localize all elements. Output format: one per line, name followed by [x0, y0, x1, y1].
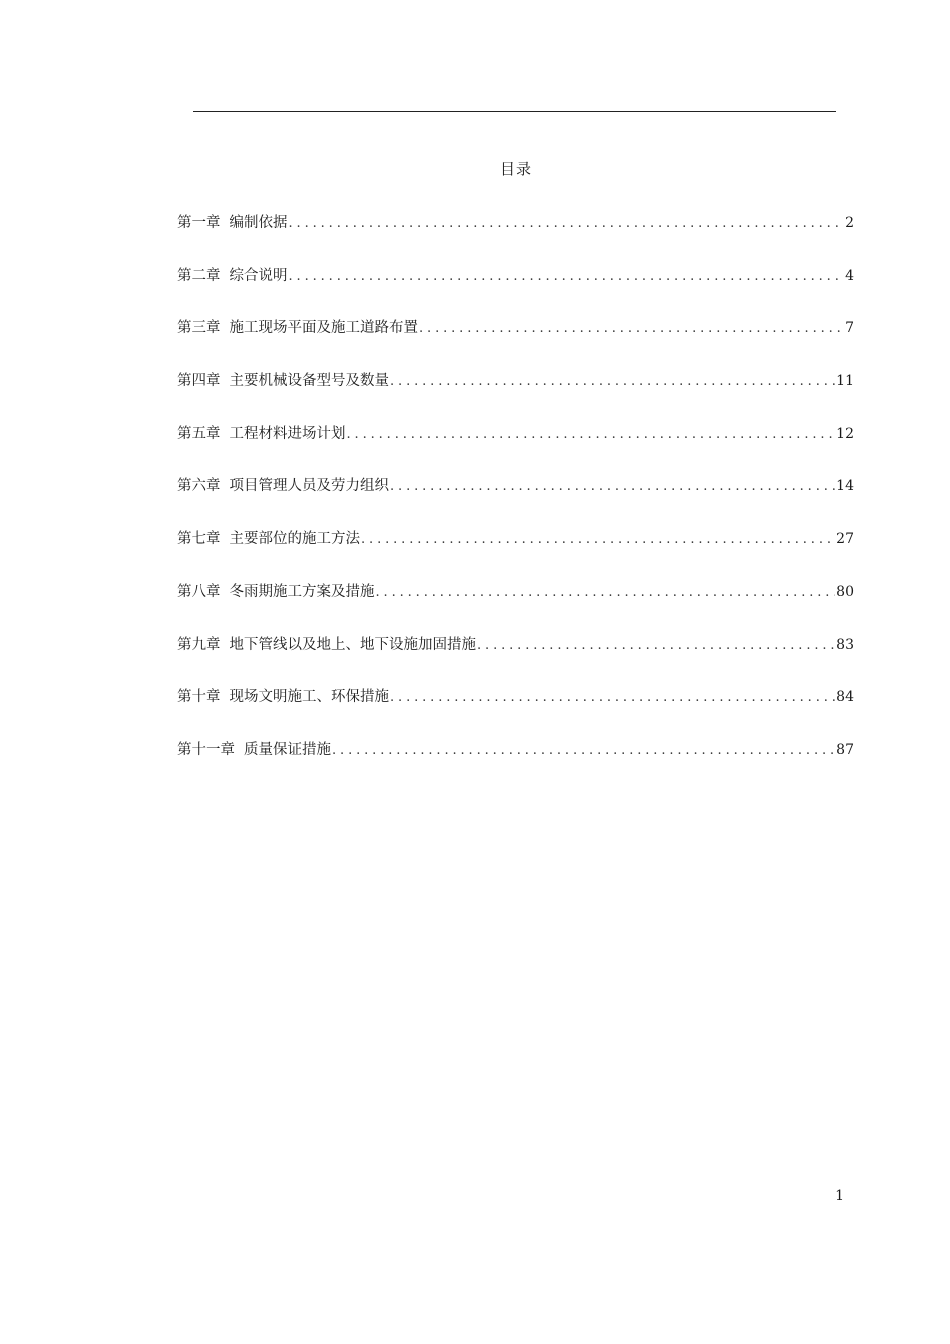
toc-dot-leader [376, 585, 836, 600]
toc-chapter-number: 第五章 [177, 425, 221, 442]
toc-chapter-heading: 现场文明施工、环保措施 [229, 689, 389, 706]
toc-chapter-number: 第三章 [177, 320, 221, 337]
toc-chapter-number: 第六章 [177, 478, 221, 495]
toc-entry[interactable] [177, 738, 854, 791]
toc-page-number: 27 [836, 531, 854, 548]
toc-entry[interactable] [177, 422, 854, 475]
toc-page-number: 83 [836, 636, 854, 653]
toc-chapter-number: 第一章 [177, 215, 221, 231]
toc-entry[interactable] [177, 527, 854, 580]
header-rule [193, 111, 836, 112]
toc-chapter-heading: 冬雨期施工方案及措施 [229, 583, 375, 600]
toc-page-number: 14 [836, 478, 854, 495]
toc-chapter-heading: 编制依据 [229, 215, 288, 231]
toc-page-number: 84 [836, 689, 854, 706]
toc-chapter-heading: 施工现场平面及施工道路布置 [229, 320, 418, 337]
toc-entry[interactable] [177, 211, 854, 264]
toc-dot-leader [390, 479, 835, 494]
table-of-contents [177, 211, 854, 791]
toc-chapter-number: 第十章 [177, 689, 221, 706]
toc-dot-leader [390, 374, 835, 389]
toc-chapter-number: 第四章 [177, 373, 221, 390]
toc-chapter-number: 第八章 [177, 583, 221, 600]
toc-chapter-number: 第七章 [177, 531, 221, 548]
toc-dot-leader [419, 321, 844, 336]
toc-title: 目录 [499, 160, 532, 178]
toc-dot-leader [361, 532, 835, 547]
toc-chapter-heading: 主要部位的施工方法 [229, 531, 360, 548]
toc-chapter-heading: 项目管理人员及劳力组织 [229, 478, 389, 495]
toc-chapter-heading: 综合说明 [229, 267, 288, 284]
toc-entry[interactable] [177, 264, 854, 317]
toc-chapter-heading: 主要机械设备型号及数量 [229, 373, 389, 390]
toc-page-number: 11 [836, 373, 854, 390]
toc-page-number: 80 [836, 583, 854, 600]
toc-dot-leader [477, 638, 835, 653]
toc-chapter-heading: 工程材料进场计划 [229, 425, 346, 442]
toc-dot-leader [289, 269, 845, 284]
toc-entry[interactable] [177, 633, 854, 686]
toc-entry[interactable] [177, 685, 854, 738]
toc-chapter-heading: 地下管线以及地上、地下设施加固措施 [229, 636, 476, 653]
toc-page-number: 2 [845, 215, 854, 231]
toc-chapter-number: 第九章 [177, 636, 221, 653]
toc-dot-leader [347, 427, 836, 442]
toc-page-number: 12 [836, 425, 854, 442]
toc-entry[interactable] [177, 474, 854, 527]
toc-page-number: 4 [845, 267, 854, 284]
page-number: 1 [835, 1188, 844, 1204]
toc-chapter-number: 第十一章 [177, 741, 235, 758]
toc-page-number: 87 [836, 741, 854, 758]
toc-chapter-heading: 质量保证措施 [244, 741, 331, 758]
toc-entry[interactable] [177, 316, 854, 369]
toc-entry[interactable] [177, 369, 854, 422]
toc-dot-leader [289, 216, 845, 231]
toc-dot-leader [390, 690, 835, 705]
toc-entry[interactable] [177, 580, 854, 633]
toc-dot-leader [332, 743, 835, 758]
toc-chapter-number: 第二章 [177, 267, 221, 284]
toc-page-number: 7 [845, 320, 854, 337]
